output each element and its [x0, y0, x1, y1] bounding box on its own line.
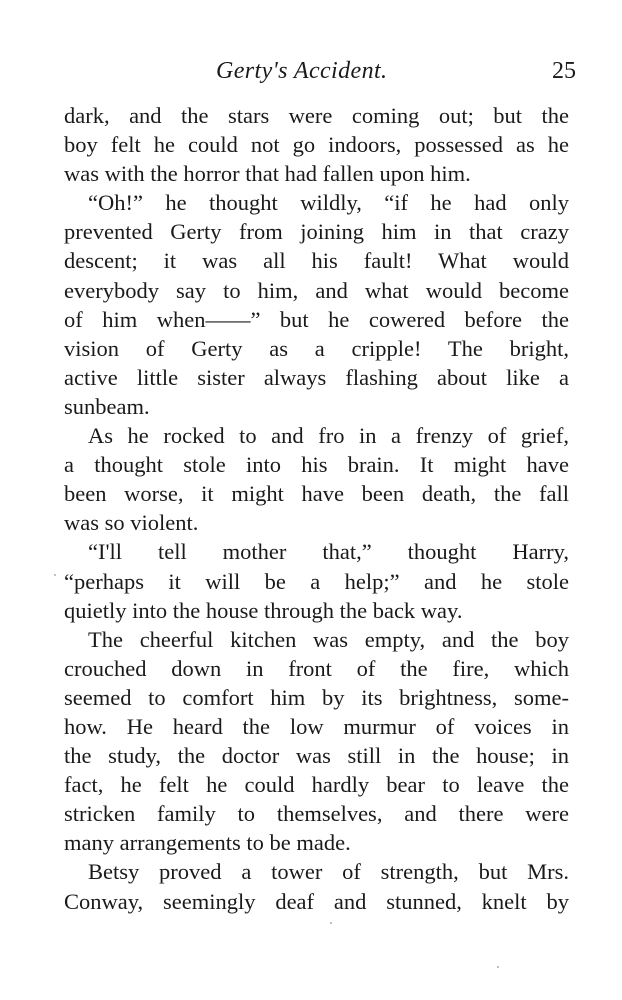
text-line: boy felt he could not go indoors, possessed as he	[64, 132, 569, 158]
body-text	[64, 101, 569, 916]
paper-speck	[54, 574, 56, 576]
text-line: stricken family to themselves, and there were	[64, 801, 569, 827]
text-line: many arrangements to be made.	[64, 830, 351, 856]
text-line: descent; it was all his fault! What would	[64, 248, 569, 274]
text-line: quietly into the house through the back way.	[64, 597, 463, 623]
text-line: a thought stole into his brain. It might have	[64, 452, 569, 478]
text-line: was with the horror that had fallen upon him.	[64, 161, 471, 187]
text-line: active little sister always flashing about like a	[64, 364, 569, 390]
text-line: been worse, it might have been death, the fall	[64, 481, 569, 507]
paper-speck	[497, 966, 499, 968]
text-line: how. He heard the low murmur of voices in	[64, 713, 569, 739]
text-line: the study, the doctor was still in the house; in	[64, 743, 569, 769]
text-line: dark, and the stars were coming out; but the	[64, 103, 569, 128]
text-line: The cheerful kitchen was empty, and the boy	[88, 626, 569, 652]
text-line: “perhaps it will be a help;” and he stole	[64, 568, 569, 594]
text-line: of him when——” but he cowered before the	[64, 306, 569, 332]
text-line: Betsy proved a tower of strength, but Mrs.	[88, 859, 569, 885]
text-line: prevented Gerty from joining him in that crazy	[64, 219, 569, 245]
text-line: As he rocked to and fro in a frenzy of grief,	[88, 423, 569, 449]
text-line: crouched down in front of the fire, which	[64, 655, 569, 681]
text-line: seemed to comfort him by its brightness, some-	[64, 684, 569, 710]
text-line: “Oh!” he thought wildly, “if he had only	[88, 190, 569, 216]
paper-speck	[330, 922, 332, 924]
running-header	[64, 58, 576, 90]
text-line: sunbeam.	[64, 393, 150, 419]
text-line: fact, he felt he could hardly bear to leave the	[64, 772, 569, 798]
text-line: was so violent.	[64, 510, 199, 536]
text-line: “I'll tell mother that,” thought Harry,	[88, 539, 569, 565]
text-line: everybody say to him, and what would become	[64, 277, 569, 303]
running-title: Gerty's Accident.	[216, 58, 388, 84]
text-line: Conway, seemingly deaf and stunned, knelt by	[64, 888, 569, 914]
page-number: 25	[552, 58, 576, 84]
text-line: vision of Gerty as a cripple! The bright,	[64, 335, 569, 361]
